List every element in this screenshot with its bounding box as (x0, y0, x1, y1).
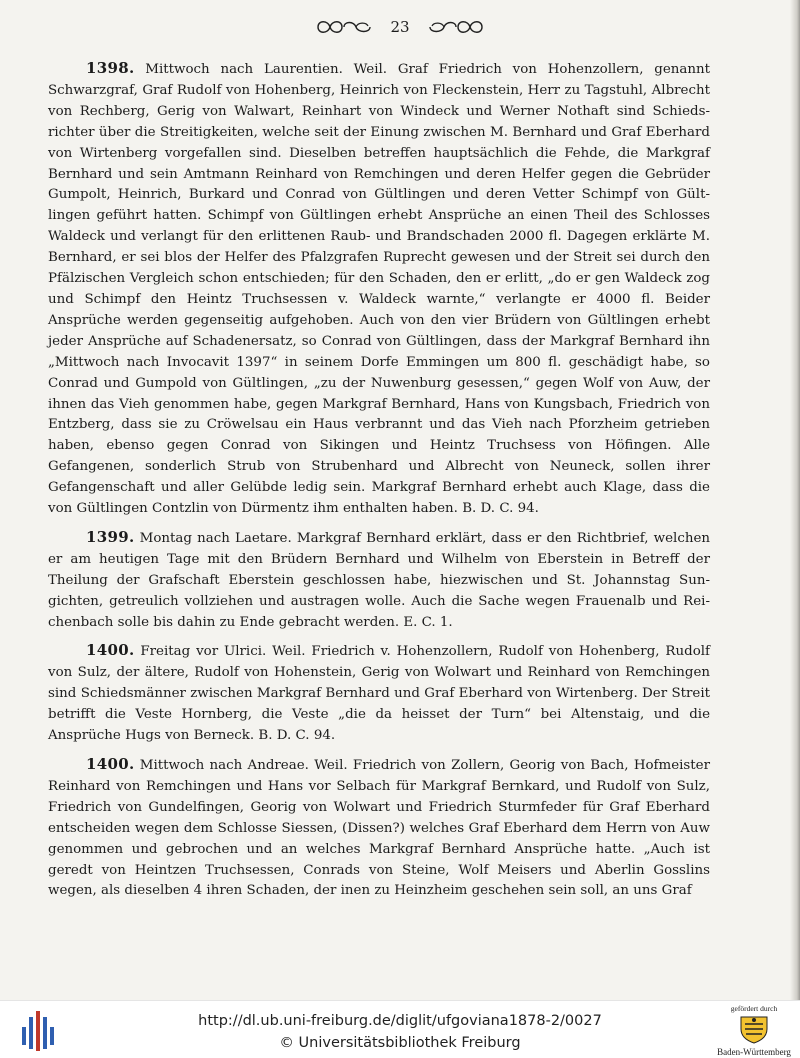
ornament-left-icon (316, 17, 372, 37)
entry-text: Mittwoch nach Laurentien. Weil. Graf Friedrich von Hohenzollern, genannt Schwarzgraf, Graf Rudolf von Hohenberg, Heinrich von Fleckenstein, Herr zu Tagstuhl, Albrecht von Rechberg, Gerig von Walwart, Reinhart von Windeck und Werner Nothaft sind Schiedsrichter über die Streitigkeiten, welche seit der Einung zwischen M. Bernhard und Graf Eberhard von Wirtenberg vorgefallen sind. Dieselben betreffen hauptsächlich die Fehde, die Markgraf Bernhard und sein Amtmann Reinhard von Remchingen und deren Helfer gegen die Gebrüder Gumpolt, Heinrich, Burkard und Conrad von Gültlingen und deren Vetter Schimpf von Gültlingen geführt hatten. Schimpf von Gültlingen erhebt Ansprüche an einen Theil des Schlosses Waldeck und verlangt für den erlittenen Raub- und Brandschaden 2000 fl. Dagegen erklärte M. Bernhard, er sei blos der Helfer des Pfalzgrafen Ruprecht gewesen und der Streit sei durch den Pfälzischen Vergleich schon entschieden; für den Schaden, den er erlitt, „do er gen Waldeck zog und Schimpf den Heintz Truchsessen v. Waldeck warnte,“ verlangte er 4000 fl. Beider Ansprüche werden gegenseitig aufgehoben. Auch von den vier Brüdern von Gültlingen erhebt jeder Ansprüche auf Schadenersatz, so Conrad von Gültlingen, dass der Markgraf Bernhard ihn „Mittwoch nach Invocavit 1397“ in seinem Dorfe Emmingen um 800 fl. geschädigt habe, so Conrad und Gumpold von Gültlingen, „zu der Nuwenburg gesessen,“ gegen Wolf von Auw, der ihnen das Vieh genommen habe, gegen Markgraf Bernhard, Hans von Kungsbach, Friedrich von Entzberg, dass sie zu Cröwelsau ein Haus verbrannt und das Vieh nach Pforzheim getrieben haben, ebenso gegen Conrad von Sikingen und Heintz Truchsess von Höfingen. Alle Gefangenen, sonderlich Strub von Strubenhard und Albrecht von Neuneck, sollen ihrer Gefangenschaft und aller Gelübde ledig sein. Markgraf Bernhard erhebt auch Klage, dass die von Gültlingen Contzlin von Dürmentz ihm enthalten haben. B. D. C. 94. (48, 62, 710, 517)
footer-copyright: © Universitätsbibliothek Freiburg (279, 1035, 521, 1051)
entry-text: Montag nach Laetare. Markgraf Bernhard erklärt, dass er den Richtbrief, welchen er am heutigen Tage mit den Brüdern Bernhard und Wilhelm von Eberstein in Betreff der Theilung der Grafschaft Eberstein geschlossen habe, hiezwischen und St. Johannstag Sungichten, getreulich vollziehen und austragen wolle. Auch die Sache wegen Frauenalb und Reichenbach solle bis dahin zu Ende gebracht werden. E. C. 1. (48, 530, 710, 630)
footer-bar (0, 1000, 800, 1058)
page-number: 23 (390, 18, 410, 36)
baden-wuerttemberg-crest-icon (737, 1014, 771, 1044)
sponsor-caption: gefördert durch (730, 1004, 778, 1013)
entry-year: 1398. (86, 59, 135, 77)
entry-1398 (48, 58, 710, 520)
sponsor-block (716, 1004, 792, 1058)
entry-year: 1399. (86, 527, 135, 546)
entry-1400-b (48, 754, 710, 902)
footer-url[interactable]: http://dl.ub.uni-freiburg.de/diglit/ufgoviana1878-2/0027 (198, 1013, 602, 1029)
entry-year: 1400. (86, 641, 135, 660)
text-body (48, 58, 710, 909)
page-header (0, 14, 800, 39)
entry-text: Freitag vor Ulrici. Weil. Friedrich v. Hohenzollern, Rudolf von Hohenberg, Rudolf von Sulz, der ältere, Rudolf von Hohenstein, Gerig von Wolwart und Reinhard von Remchingen sind Schiedsmänner zwischen Markgraf Bernhard und Graf Eberhard von Wirtenberg. Der Streit betrifft die Veste Hornberg, die Veste „die da heisset der Turn“ bei Altenstaig, und die Ansprüche Hugs von Berneck. B. D. C. 94. (48, 644, 710, 744)
entry-text: Mittwoch nach Andreae. Weil. Friedrich von Zollern, Georig von Bach, Hofmeister Reinhard von Remchingen und Hans vor Selbach für Markgraf Bernkard, und Rudolf von Sulz, Friedrich von Gundelfingen, Georig von Wolwart und Friedrich Sturmfeder für Graf Eberhard entscheiden wegen dem Schlosse Siessen, (Dissen?) welches Graf Eberhard dem Herrn von Auw genommen und gebrochen und an welches Markgraf Bernhard Ansprüche hatte. „Auch ist geredt von Heintzen Truchsessen, Conrads von Steine, Wolf Meisers und Aberlin Gosslins wegen, als dieselben 4 ihren Schaden, der inen zu Heinzheim geschehen sein soll, an uns Graf (48, 758, 710, 899)
entry-1400-a (48, 640, 710, 747)
ornament-right-icon (428, 17, 484, 37)
sponsor-name: Baden-Württemberg (717, 1047, 791, 1057)
entry-year: 1400. (86, 755, 135, 773)
entry-1399 (48, 527, 710, 634)
page-edge-shadow (790, 0, 800, 1000)
